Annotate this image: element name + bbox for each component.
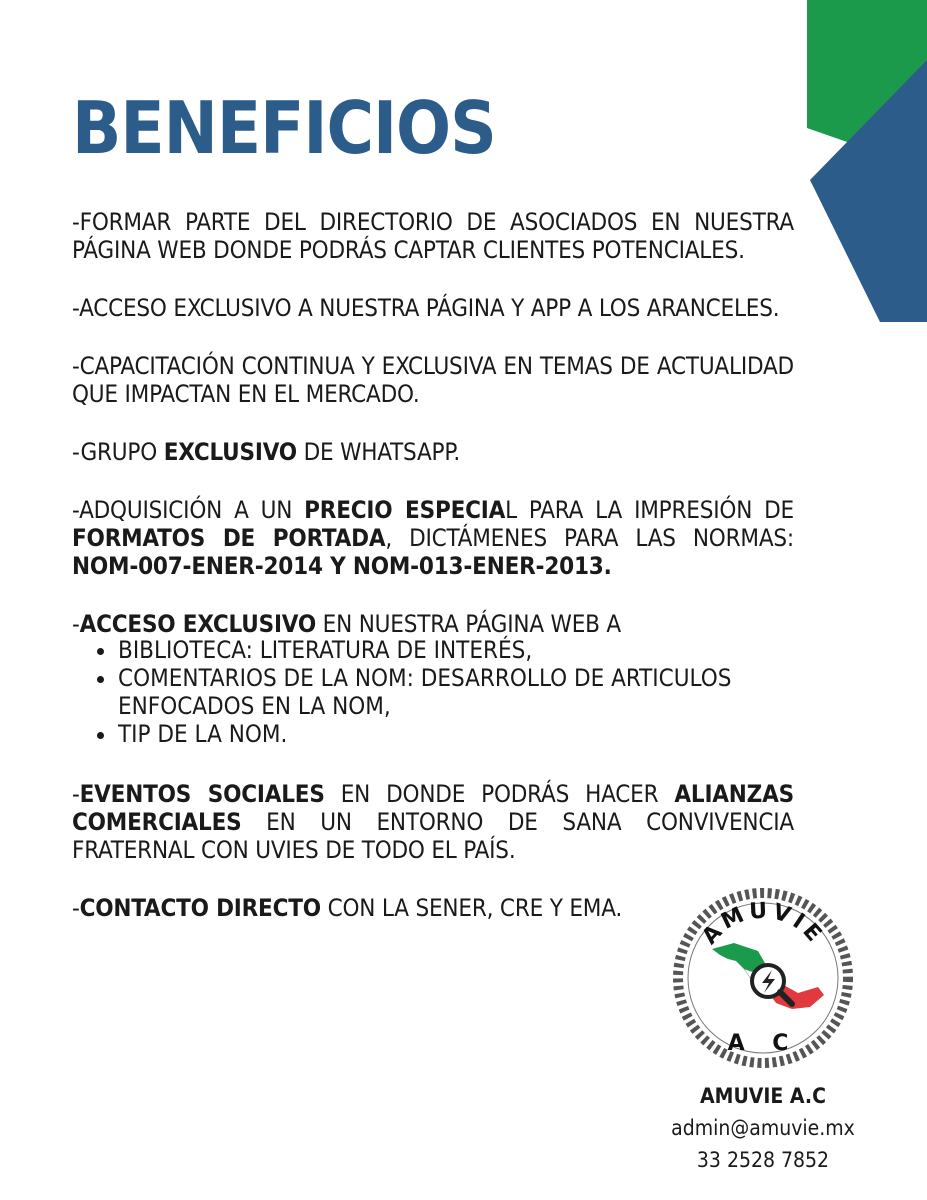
benefit-tariffs-access: -ACCESO EXCLUSIVO A NUESTRA PÁGINA Y APP A LOS ARANCELES. xyxy=(72,294,780,322)
benefit-exclusive-access: -ACCESO EXCLUSIVO EN NUESTRA PÁGINA WEB A xyxy=(72,610,621,638)
contact-email[interactable]: admin@amuvie.mx xyxy=(671,1116,855,1140)
contact-phone: 33 2528 7852 xyxy=(696,1148,830,1172)
list-item: • COMENTARIOS DE LA NOM: DESARROLLO DE ARTICULOS ENFOCADOS EN LA NOM, xyxy=(118,664,794,720)
benefit-training: -CAPACITACIÓN CONTINUA Y EXCLUSIVA EN TEMAS DE ACTUALIDAD QUE IMPACTAN EN EL MERCADO. xyxy=(72,352,794,408)
contact-block xyxy=(668,1080,858,1176)
blue-corner-shape xyxy=(810,60,927,322)
list-item: • BIBLIOTECA: LITERATURA DE INTERÉS, xyxy=(118,636,794,664)
benefit-direct-contact: -CONTACTO DIRECTO CON LA SENER, CRE Y EMA. xyxy=(72,894,623,922)
logo-top-text: AMUVIE xyxy=(697,898,829,950)
list-item: • TIP DE LA NOM. xyxy=(118,720,794,748)
benefit-whatsapp-group: -GRUPO EXCLUSIVO DE WHATSAPP. xyxy=(72,438,461,466)
benefits-list xyxy=(72,208,794,952)
logo-bottom-text: A C xyxy=(727,1031,799,1056)
organization-name: AMUVIE A.C xyxy=(700,1084,826,1108)
green-corner-shape xyxy=(807,0,927,150)
benefit-special-price: -ADQUISICIÓN A UN PRECIO ESPECIAL PARA LA IMPRESIÓN DE FORMATOS DE PORTADA, DICTÁMENES PARA LAS NORMAS: NOM-007-ENER-2014 Y NOM-013-ENER-2013. xyxy=(72,496,794,580)
page-title: BENEFICIOS xyxy=(72,86,496,170)
amuvie-logo xyxy=(668,883,858,1073)
svg-text:AMUVIE xyxy=(697,899,828,950)
benefit-social-events: -EVENTOS SOCIALES EN DONDE PODRÁS HACER ALIANZAS COMERCIALES EN UN ENTORNO DE SANA CONVIVENCIA FRATERNAL CON UVIES DE TODO EL PAÍS. xyxy=(72,780,794,864)
benefit-directory: -FORMAR PARTE DEL DIRECTORIO DE ASOCIADOS EN NUESTRA PÁGINA WEB DONDE PODRÁS CAPTAR CLIENTES POTENCIALES. xyxy=(72,208,794,264)
exclusive-access-list xyxy=(72,636,794,748)
